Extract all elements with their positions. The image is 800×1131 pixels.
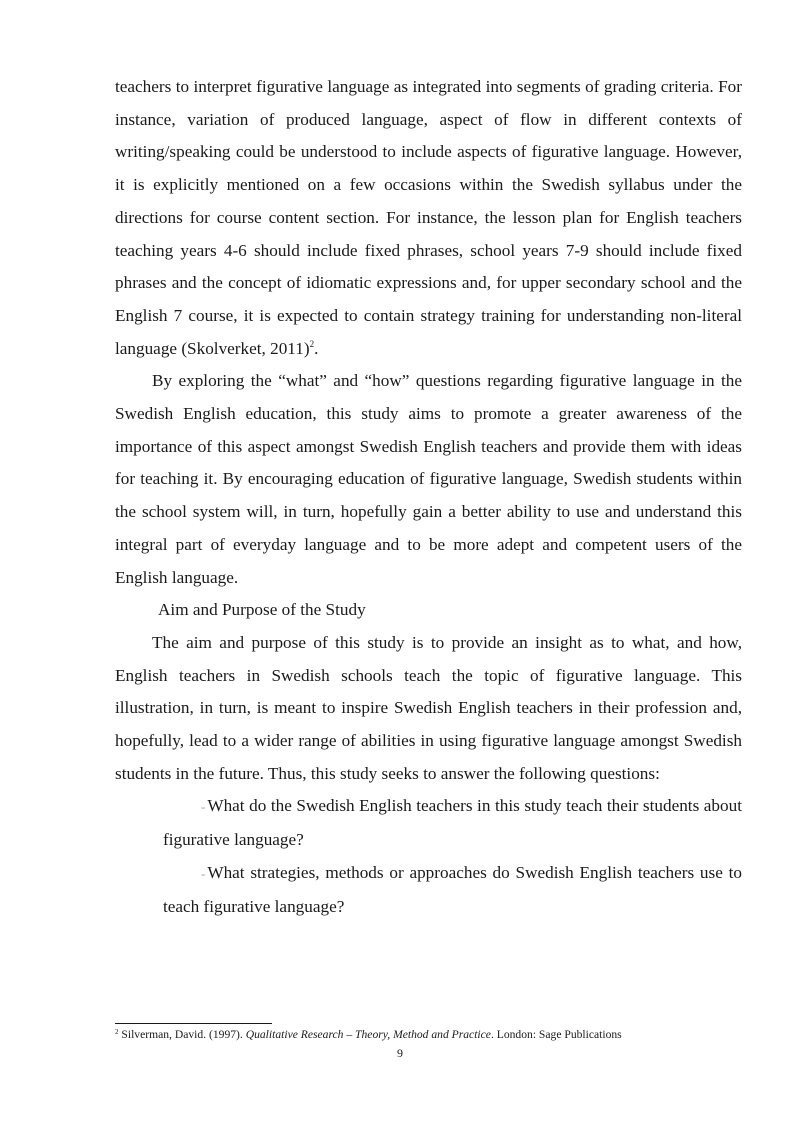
footnote-title: Qualitative Research – Theory, Method and Practice — [245, 1028, 491, 1041]
body-text — [115, 71, 742, 923]
question-item — [115, 790, 742, 856]
paragraph-syllabus-end: . — [314, 338, 319, 358]
paragraph-syllabus-text: teachers to interpret figurative language as integrated into segments of grading criteria. For instance, variation of produced language, aspect of flow in different contexts of writing/speaking could be understood to include aspects of figurative language. However, it is explicitly mentioned on a few occasions within the Swedish syllabus under the directions for course content section. For instance, the lesson plan for English teachers teaching years 4-6 should include fixed phrases, school years 7-9 should include fixed phrases and the concept of idiomatic expressions and, for upper secondary school and the English 7 course, it is expected to contain strategy training for understanding non-literal language (Skolverket, 2011) — [115, 77, 742, 358]
footnote-separator — [115, 1023, 272, 1024]
footnote-reference: 2 — [309, 338, 315, 349]
paragraph-aim-purpose: The aim and purpose of this study is to provide an insight as to what, and how, English teachers in Swedish schools teach the topic of figurative language. This illustration, in turn, is meant to inspire Swedish English teachers in their profession and, hopefully, lead to a wider range of abilities in using figurative language amongst Swedish students in the future. Thus, this study seeks to answer the following questions: — [115, 632, 742, 783]
question-text: What do the Swedish English teachers in this study teach their students about figurative language? — [163, 796, 742, 850]
paragraph-study-aims: By exploring the “what” and “how” questions regarding figurative language in the Swedish English education, this study aims to promote a greater awareness of the importance of this aspect amongst Swedish English teachers and provide them with ideas for teaching it. By encouraging education of figurative language, Swedish students within the school system will, in turn, hopefully gain a better ability to use and understand this integral part of everyday language and to be more adept and competent users of the English language. — [115, 371, 742, 587]
question-text: What strategies, methods or approaches do Swedish English teachers use to teach figurative language? — [163, 862, 742, 916]
section-heading: Aim and Purpose of the Study — [158, 600, 366, 620]
dash-marker: - — [201, 865, 206, 881]
footnote-publisher: . London: Sage Publications — [490, 1028, 622, 1041]
footnote-number: 2 — [115, 1028, 119, 1036]
dash-marker: - — [201, 799, 206, 815]
footnote — [115, 1027, 755, 1043]
footnote-authors: Silverman, David. (1997). — [121, 1028, 246, 1041]
page-number: 9 — [397, 1046, 403, 1060]
paragraph-syllabus — [115, 71, 742, 365]
question-item — [115, 857, 742, 923]
